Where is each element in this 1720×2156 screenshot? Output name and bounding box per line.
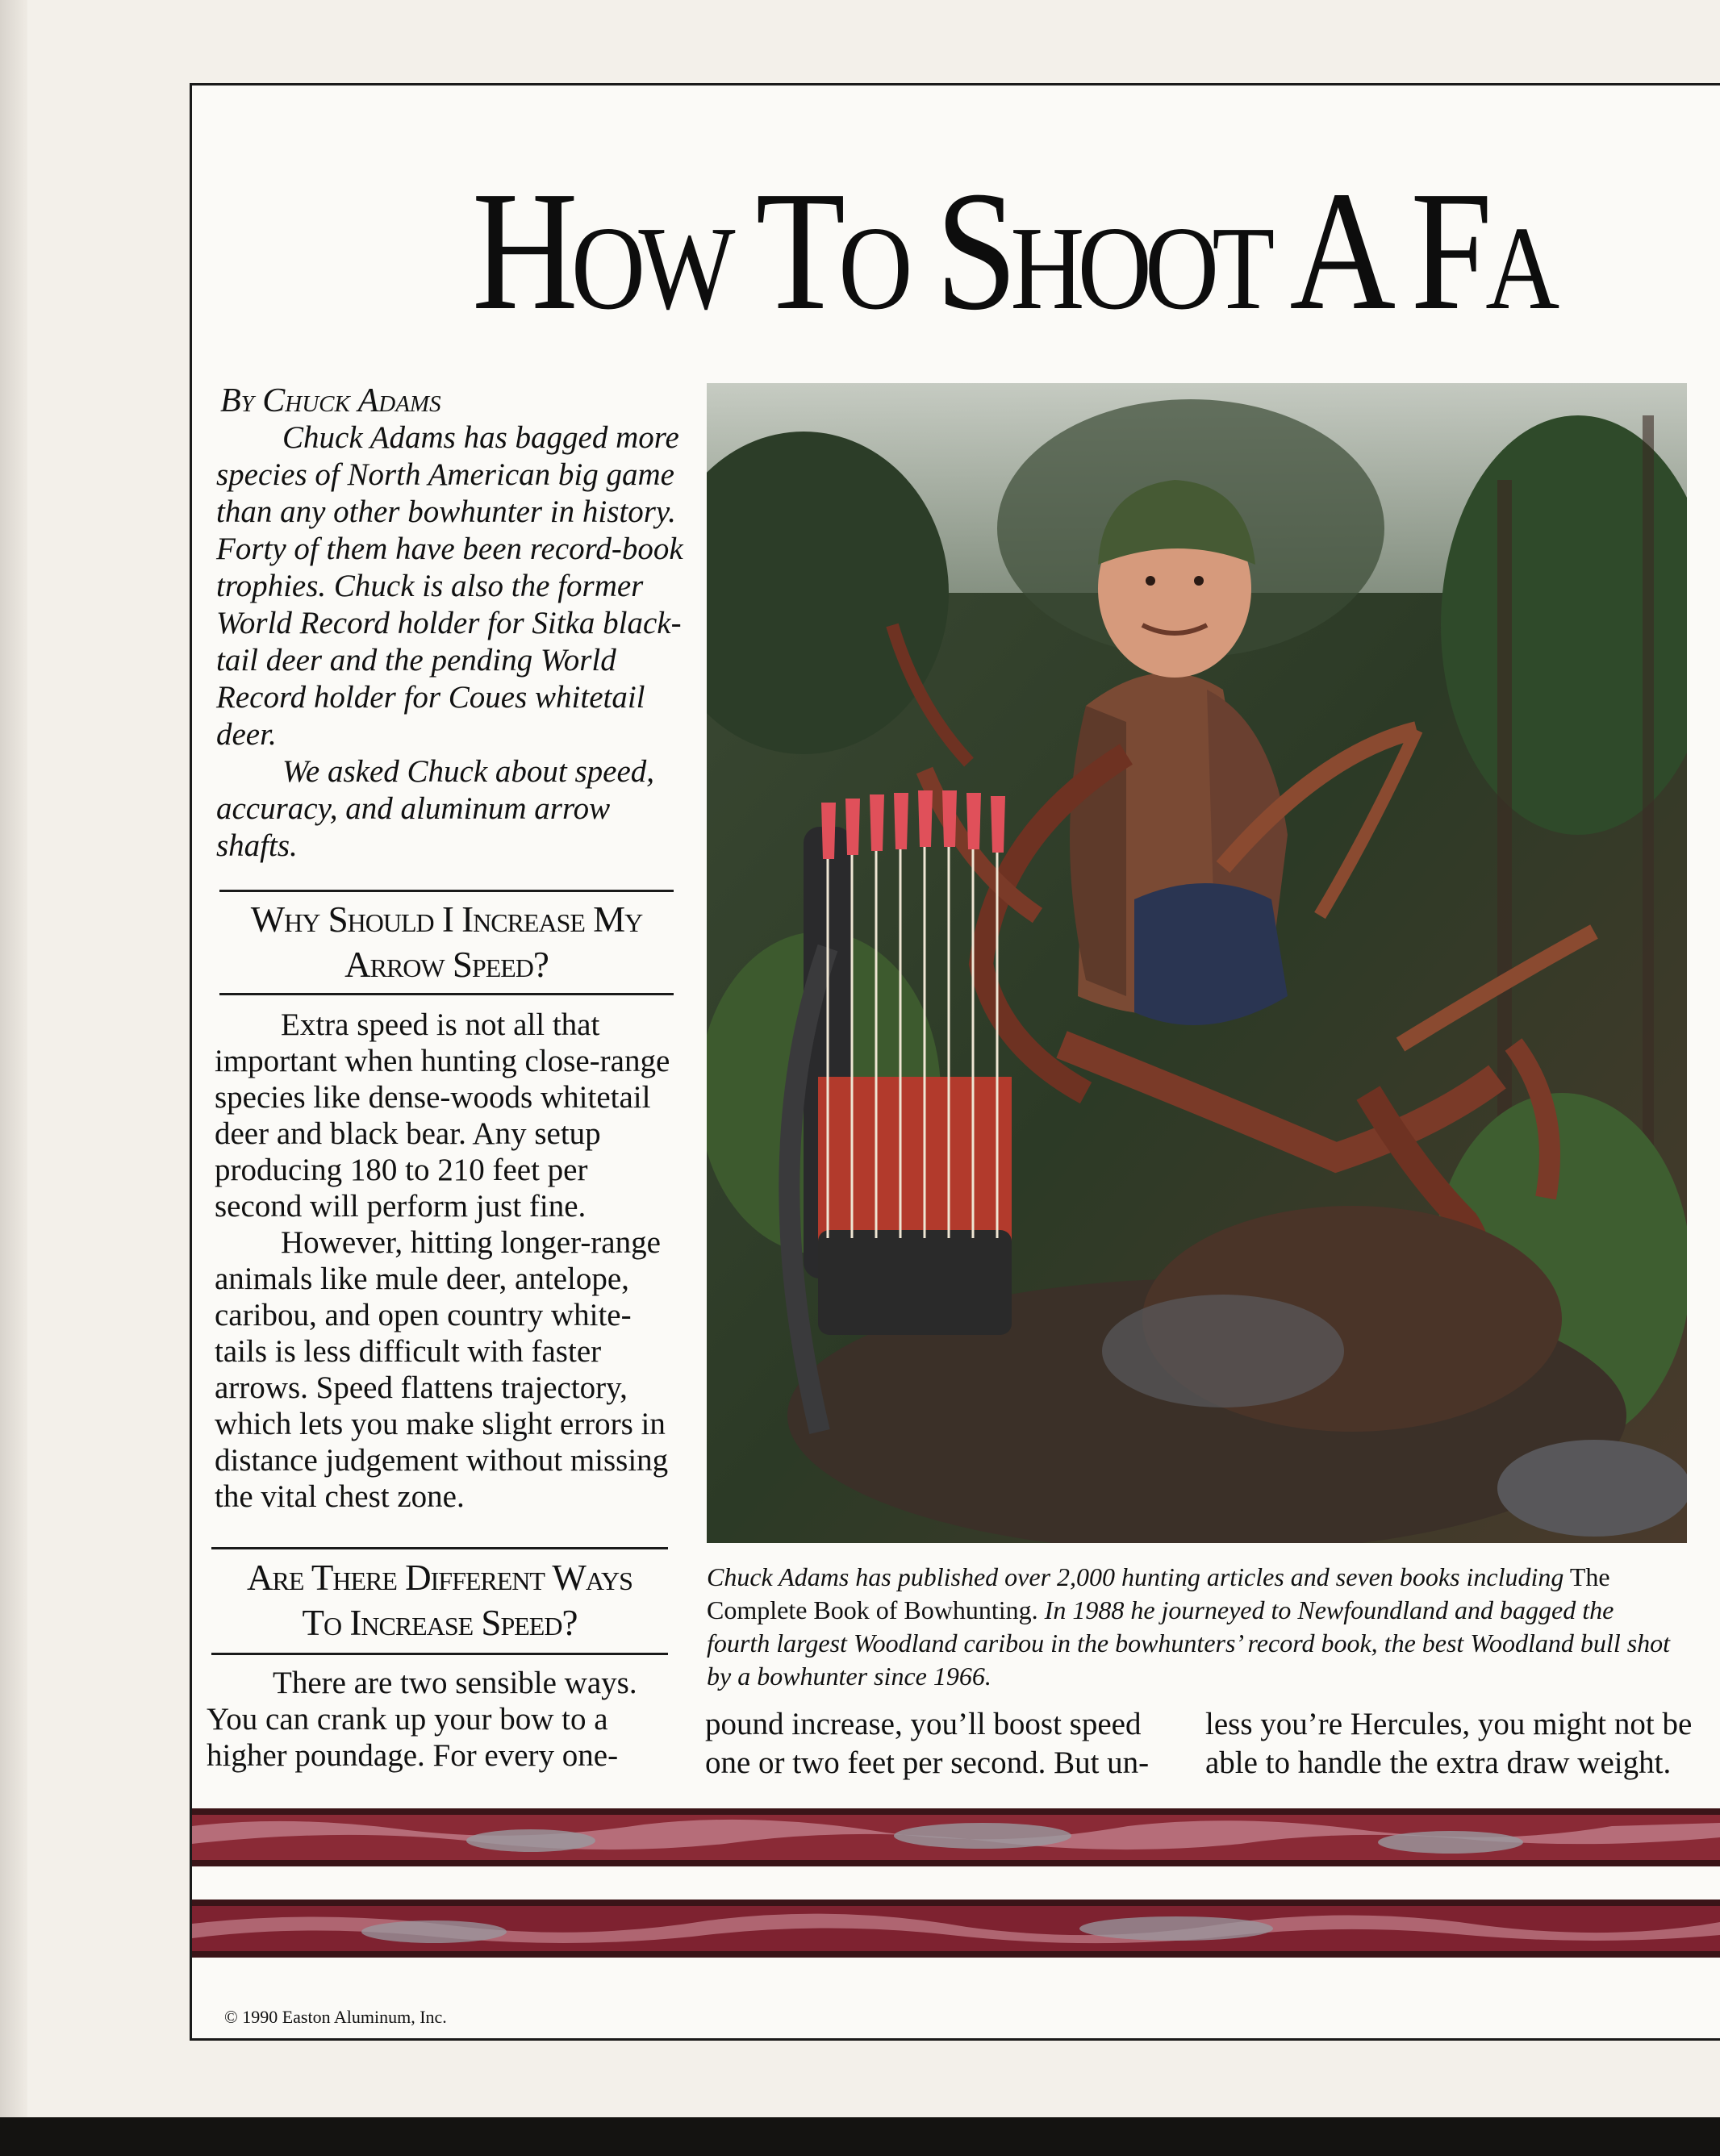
column3-line1: less you’re Hercules, you might not be: [1205, 1707, 1693, 1741]
intro-paragraph-2: We asked Chuck about speed, accuracy, and aluminum arrow shafts.: [216, 754, 655, 863]
camo-arrow-strip-1: [192, 1808, 1720, 1866]
headline: How To Shoot A Fa: [472, 156, 1553, 345]
column2: [705, 1705, 1149, 1783]
section1-body: [215, 1007, 683, 1515]
page-edge: [0, 0, 27, 2156]
section1-heading: [219, 897, 674, 987]
section2-body: [207, 1665, 674, 1774]
section1-paragraph-1: Extra speed is not all that important when hunting close-range species like dense-woods whitetail deer and black bear. Any setup producing 180 to 210 feet per second will perform just fine.: [215, 1007, 670, 1224]
section1-heading-line2: Arrow Speed?: [344, 945, 549, 985]
section1-bottom-rule: [219, 993, 674, 995]
copyright-notice: © 1990 Easton Aluminum, Inc.: [224, 2007, 447, 2027]
section2-heading-line2: To Increase Speed?: [302, 1603, 578, 1643]
section1-paragraph-2: However, hitting longer-range animals like mule deer, antelope, caribou, and open country white-tails is less difficult with faster arrows. Speed flattens trajectory, which lets you make slight errors in distance judgement without missing the vital chest zone.: [215, 1225, 669, 1514]
page-bottom-shadow: [0, 2117, 1720, 2156]
photo-caption: [707, 1561, 1675, 1693]
section1-top-rule: [219, 890, 674, 892]
section2-paragraph-1: There are two sensible ways. You can crank up your bow to a higher poundage. For every one-: [207, 1666, 637, 1773]
caption-part1: Chuck Adams has published over 2,000 hunting articles and seven books including: [707, 1562, 1564, 1591]
hunter-caribou-photo: [707, 383, 1687, 1543]
section1-heading-line1: Why Should I Increase My: [250, 899, 643, 940]
column2-line2: one or two feet per second. But un-: [705, 1745, 1150, 1780]
column3-line2: able to handle the extra draw weight.: [1205, 1745, 1672, 1780]
section2-heading: [211, 1555, 668, 1645]
caption-part2: In 1988 he journeyed to Newfoundland and bagged the fourth largest Woodland caribou in the bowhunters’ record book, the best Woodland bull shot by a bowhunter since 1966.: [707, 1595, 1671, 1691]
intro-paragraph-1: Chuck Adams has bagged more species of North American big game than any other bowhunter in history. Forty of them have been record-book trophies. Chuck is also the former World Record holder for Sitka black-tail deer and the pending World Record holder for Coues whitetail deer.: [216, 420, 683, 752]
column3: [1205, 1705, 1692, 1783]
section2-heading-line1: Are There Different Ways: [247, 1558, 632, 1598]
section2-top-rule: [211, 1547, 668, 1549]
caption-book-title: The Complete Book of Bowhunting.: [707, 1562, 1610, 1624]
camo-arrow-strip-2: [192, 1900, 1720, 1958]
byline: By Chuck Adams: [220, 382, 441, 419]
intro: [216, 419, 684, 865]
photo-illustration: [707, 383, 1687, 1543]
section2-bottom-rule: [211, 1653, 668, 1655]
column2-line1: pound increase, you’ll boost speed: [705, 1707, 1142, 1741]
